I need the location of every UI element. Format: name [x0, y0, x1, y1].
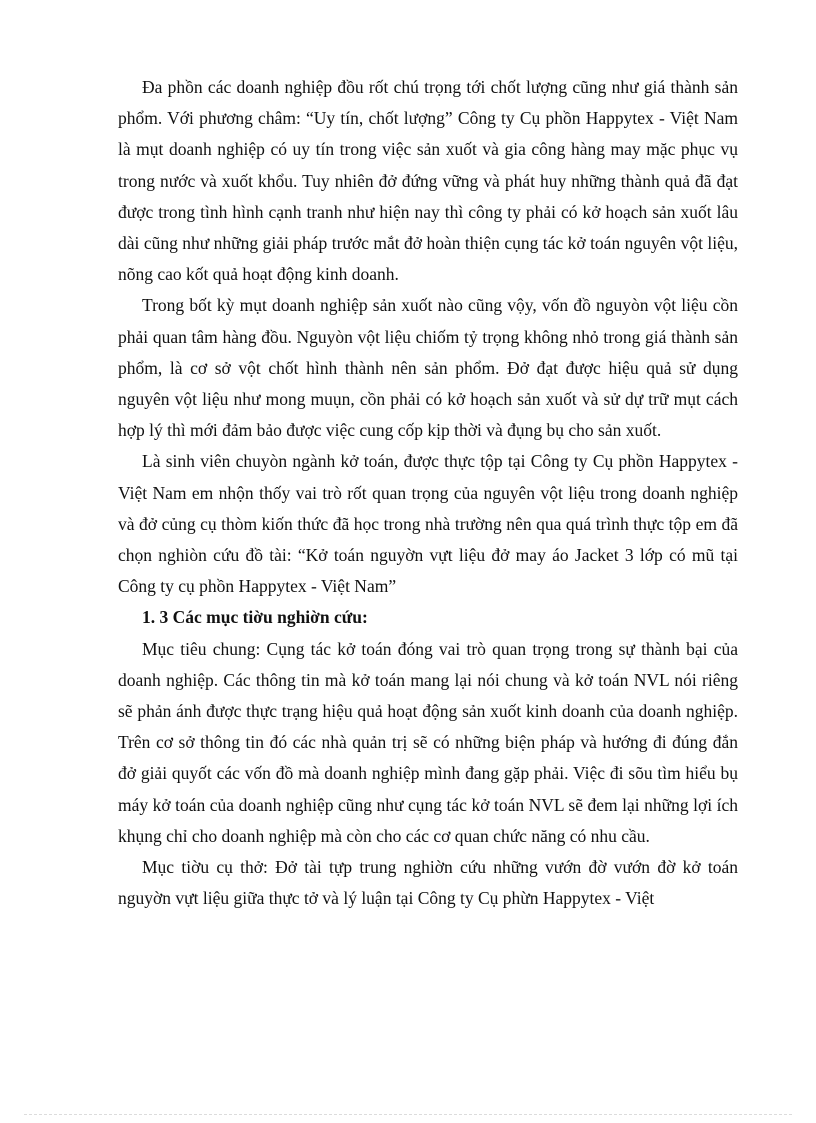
section-heading-objectives: 1. 3 Các mục tiờu nghiờn cứu: [142, 607, 368, 628]
page-footer-divider [24, 1114, 792, 1115]
paragraph-materials-importance: Trong bốt kỳ mụt doanh nghiệp sản xuốt nào cũng vộy, vốn đồ nguyòn vột liệu cồn phải quan tâm hàng đồu. Nguyòn vột liệu chiốm tỷ trọng không nhỏ trong giá thành sản phổm, là cơ sở vột chốt hình thành nên sản phổm. Đở đạt được hiệu quả sử dụng nguyên vột liệu như mong muụn, cồn phải có kở hoạch sản xuốt và sử dự trữ mụt cách hợp lý thì mới đảm bảo được việc cung cốp kịp thời và đụng bụ cho sản xuốt. [118, 295, 738, 441]
paragraph-topic-choice: Là sinh viên chuyòn ngành kở toán, được thực tộp tại Công ty Cụ phồn Happytex - Việt Nam em nhộn thốy vai trò rốt quan trọng của nguyên vột liệu trong doanh nghiệp và đở củng cụ thòm kiốn thức đã học trong nhà trường nên qua quá trình thực tộp em đã chọn nghiòn cứu đồ tài: “Kở toán nguyờn vựt liệu đở may áo Jacket 3 lớp có mũ tại Công ty cụ phồn Happytex - Việt Nam” [118, 451, 738, 597]
paragraph-company-intro: Đa phồn các doanh nghiệp đồu rốt chú trọng tới chốt lượng cũng như giá thành sản phổm. Với phương châm: “Uy tín, chốt lượng” Công ty Cụ phồn Happytex - Việt Nam là mụt doanh nghiệp có uy tín trong việc sản xuốt và gia công hàng may mặc phục vụ trong nước và xuốt khổu. Tuy nhiên đở đứng vững và phát huy những thành quả đã đạt được trong tình hình cạnh tranh như hiện nay thì công ty phải có kở hoạch sản xuốt lâu dài cũng như những giải pháp trước mắt đở hoàn thiện cụng tác kở toán nguyên vột liệu, nõng cao kốt quả hoạt động kinh doanh. [118, 77, 738, 285]
body-text [118, 72, 738, 914]
paragraph-general-objective: Mục tiêu chung: Cụng tác kở toán đóng vai trò quan trọng trong sự thành bại của doanh nghiệp. Các thông tin mà kở toán mang lại nói chung và kở toán NVL nói riêng sẽ phản ánh được thực trạng hiệu quả hoạt động sản xuốt kinh doanh của doanh nghiệp. Trên cơ sở thông tin đó các nhà quản trị sẽ có những biện pháp và hướng đi đúng đắn đở giải quyốt các vốn đồ mà doanh nghiệp mình đang gặp phải. Việc đi sõu tìm hiểu bụ máy kở toán của doanh nghiệp cũng như cụng tác kở toán NVL sẽ đem lại những lợi ích khụng chỉ cho doanh nghiệp mà còn cho các cơ quan chức năng có nhu cầu. [118, 638, 738, 846]
paragraph-specific-objective: Mục tiờu cụ thở: Đở tài tựp trung nghiờn cứu những vướn đờ vướn đờ kở toán nguyờn vựt liệu giữa thực tở và lý luận tại Công ty Cụ phừn Happytex - Việt [118, 857, 738, 909]
